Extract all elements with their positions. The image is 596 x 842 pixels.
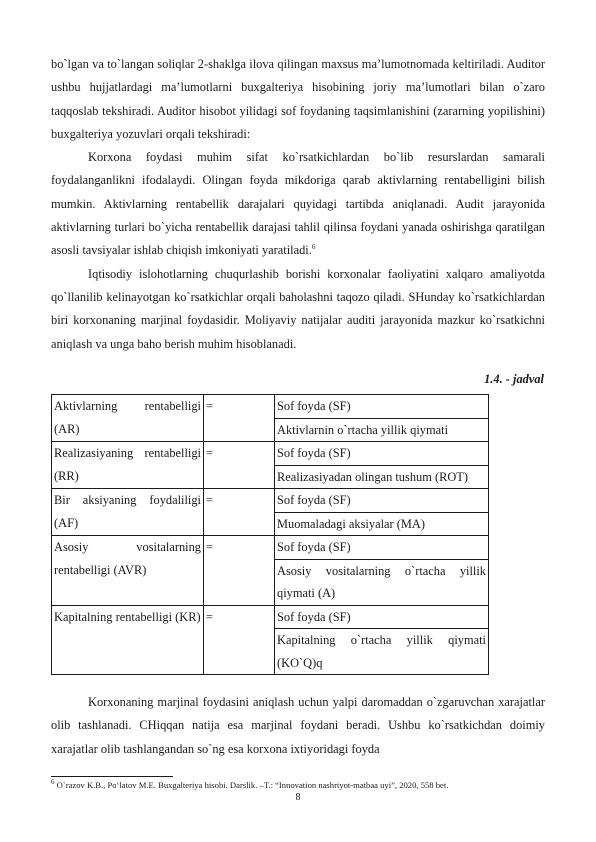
table-row-kr (52, 605, 489, 629)
ratio-numerator: Sof foyda (SF) (275, 489, 489, 513)
ratio-name: Asosiy vositalarning rentabelligi (AVR) (52, 536, 204, 606)
table-row-af (52, 489, 489, 513)
equals-sign: = (204, 489, 275, 536)
paragraph-2-text: Korxona foydasi muhim sifat ko`rsatkichlardan bo`lib resurslardan samarali foydalanganlikni ifodalaydi. Olingan foyda mikdoriga qarab aktivlarning rentabelligini bilish mumkin. Aktivlarning rentabellik darajalari quyidagi tartibda aniqlanadi. Audit jarayonida aktivlarning turlari bo`yicha rentabellik darajasi tahlil qilinsa foydani yanada oshirishga qaratilgan asosli tavsiyalar ishlab chiqish imkoniyati yaratiladi. (51, 150, 545, 258)
table-row-rr (52, 442, 489, 466)
table-caption: 1.4. - jadval (484, 372, 544, 386)
footnote-text: O`razov K.B., Po‘latov M.E. Buxgalteriya hisobi. Darslik. –T.: “Innovation nashriyot-matbaa uyi”, 2020, 558 bet. (54, 780, 449, 790)
ratio-denominator: Muomaladagi aksiyalar (MA) (275, 512, 489, 536)
footnote-divider (51, 776, 173, 777)
footnote-marker: 6 (51, 778, 55, 787)
paragraph-4: Korxonaning marjinal foydasini aniqlash uchun yalpi daromaddan o`zgaruvchan xarajatlar olib tashlanadi. CHiqqan natija esa marjinal foydani beradi. Ushbu ko`rsatkichdan doimiy xarajatlar olib tashlangandan so`ng esa korxona ixtiyoridagi foyda (51, 695, 545, 756)
ratio-denominator: Kapitalning o`rtacha yillik qiymati (KO`Q)q (275, 629, 489, 675)
footnote-ref: 6 (311, 243, 316, 252)
ratio-name: Bir aksiyaning foydaliligi (AF) (52, 489, 204, 536)
equals-sign: = (204, 395, 275, 442)
body-text-after-table (51, 691, 545, 761)
ratio-name: Aktivlarning rentabelligi (AR) (52, 395, 204, 442)
table-row-ar (52, 395, 489, 419)
paragraph-3: Iqtisodiy islohotlarning chuqurlashib borishi korxonalar faoliyatini xalqaro amaliyotda qo`llanilib kelinayotgan ko`rsatkichlar orqali baholashni taqozo qiladi. SHunday ko`rsatkichlardan biri korxonaning marjinal foydasidir. Moliyaviy natijalar auditi jarayonida mazkur ko`rsatkichni aniqlash va unga baho berish muhim hisoblanadi. (51, 266, 545, 351)
ratio-numerator: Sof foyda (SF) (275, 442, 489, 466)
ratio-denominator: Realizasiyadan olingan tushum (ROT) (275, 465, 489, 489)
table-row-avr (52, 536, 489, 560)
ratio-denominator: Aktivlarnin o`rtacha yillik qiymati (275, 418, 489, 442)
page-number: 8 (295, 792, 301, 803)
ratio-name: Kapitalning rentabelligi (KR) (52, 605, 204, 675)
footnote (51, 779, 545, 791)
ratio-numerator: Sof foyda (SF) (275, 605, 489, 629)
ratio-denominator: Asosiy vositalarning o`rtacha yillik qiymati (A) (275, 559, 489, 605)
paragraph-1: bo`lgan va to`langan soliqlar 2-shaklga ilova qilingan maxsus ma’lumotnomada keltiriladi. Auditor ushbu hujjatlardagi ma’lumotlarni buxgalteriya hisobining joriy ma’lumotlari bilan o`zaro taqqoslab tekshiradi. Auditor hisobot yilidagi sof foydaning taqsimlanishini (zararning yopilishini) buxgalteriya yozuvlari orqali tekshiradi: (51, 57, 545, 141)
equals-sign: = (204, 536, 275, 606)
body-text-top (51, 53, 545, 356)
ratios-table (51, 394, 489, 675)
equals-sign: = (204, 605, 275, 675)
equals-sign: = (204, 442, 275, 489)
ratio-numerator: Sof foyda (SF) (275, 536, 489, 560)
ratio-numerator: Sof foyda (SF) (275, 395, 489, 419)
paragraph-2 (51, 146, 545, 262)
ratio-name: Realizasiyaning rentabelligi (RR) (52, 442, 204, 489)
